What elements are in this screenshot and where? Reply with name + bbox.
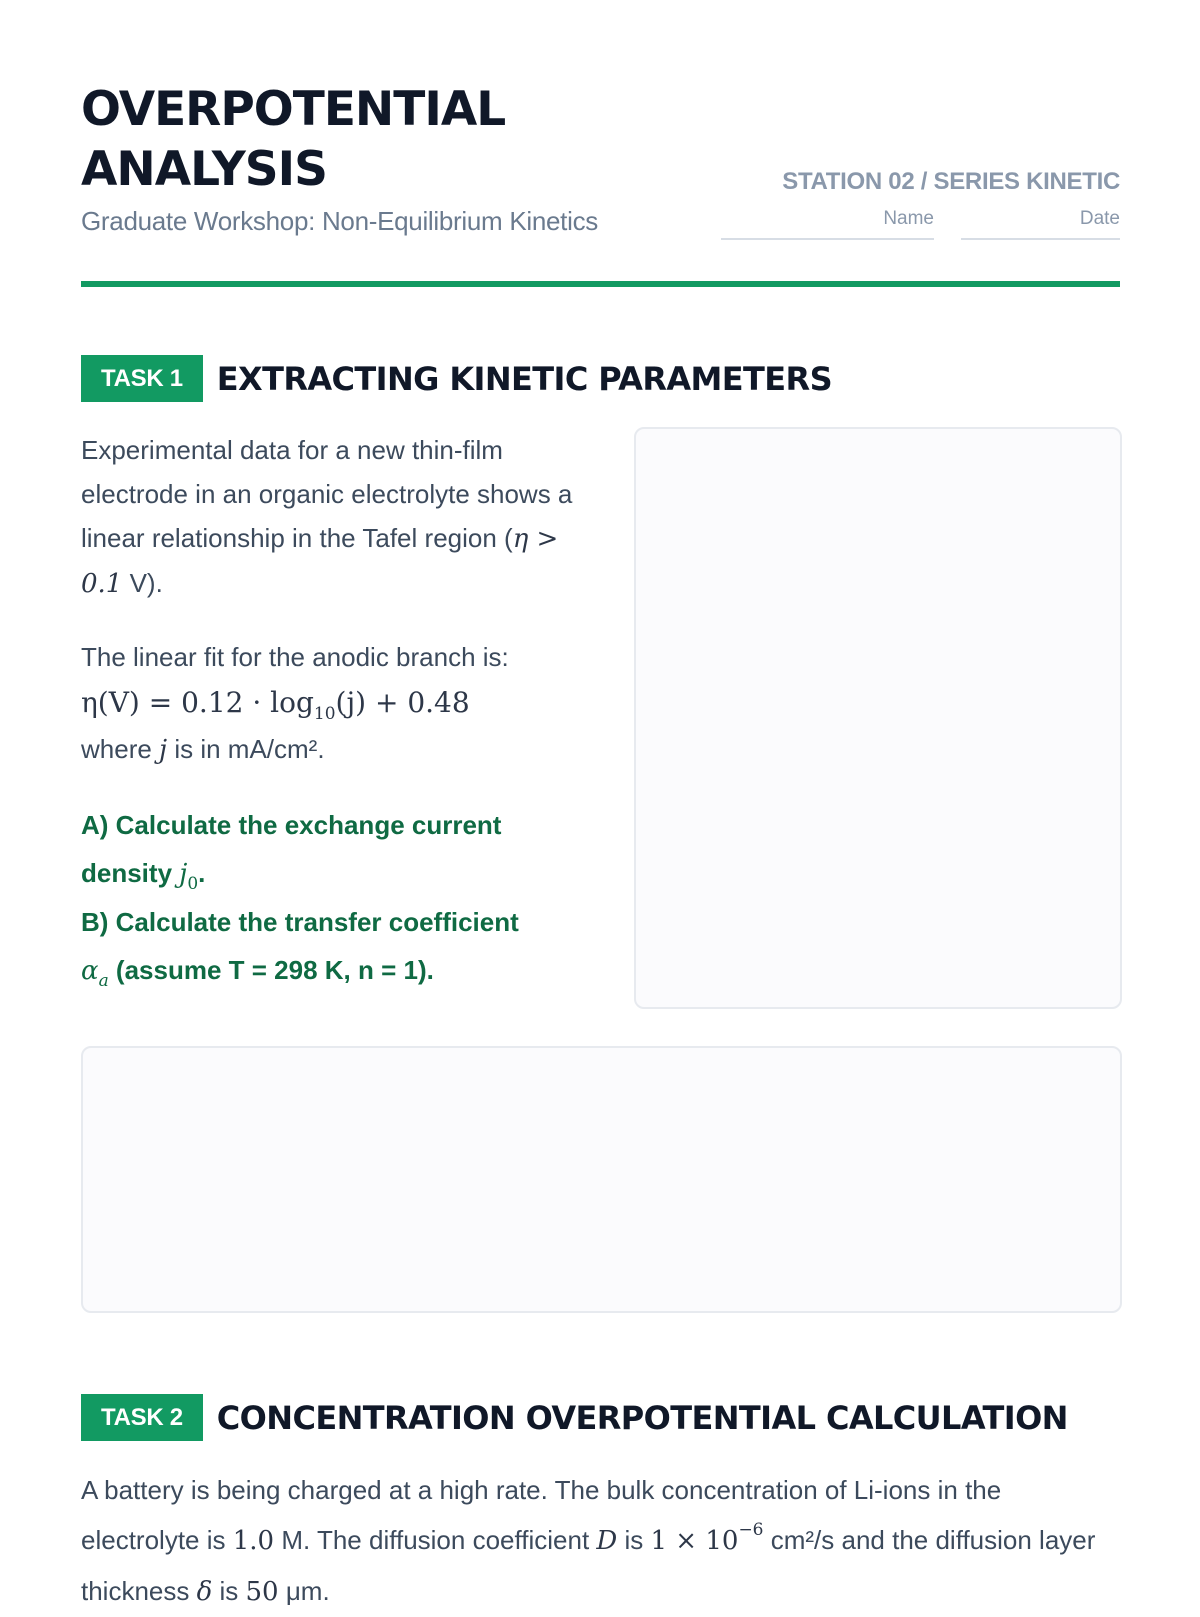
diffusion-coefficient: 1 × 10 <box>650 1526 739 1556</box>
task1-answer-box[interactable] <box>634 427 1122 1009</box>
diffusion-exponent: −6 <box>738 1520 764 1540</box>
task2-heading <box>81 1394 1068 1441</box>
question-b-text: B) Calculate the transfer coefficient <box>81 907 519 937</box>
task2-text-b: M. The diffusion coefficient <box>274 1525 597 1555</box>
tafel-condition-unit: V). <box>122 568 163 598</box>
header-divider <box>81 281 1120 287</box>
title-line-2: ANALYSIS <box>81 142 327 197</box>
question-b <box>81 898 581 995</box>
diffusion-symbol: D <box>596 1526 618 1556</box>
task2-title: CONCENTRATION OVERPOTENTIAL CALCULATION <box>216 1398 1068 1437</box>
task2-description <box>81 1465 1120 1617</box>
unit-note-pre: where <box>81 734 160 764</box>
thickness-value: 50 <box>245 1577 279 1607</box>
question-a-sub: 0 <box>187 874 199 894</box>
question-a <box>81 801 581 898</box>
tafel-equation <box>81 686 470 724</box>
question-a-var: j <box>179 859 188 889</box>
tafel-condition-expr: η > 0.1 <box>81 524 559 599</box>
date-field[interactable]: Date <box>961 208 1120 240</box>
worksheet-header <box>81 0 1120 290</box>
equation-lhs: η(V) = 0.12 · log <box>81 686 314 719</box>
question-b-var: α <box>81 956 99 986</box>
task1-title: EXTRACTING KINETIC PARAMETERS <box>216 359 833 398</box>
question-a-end: . <box>198 858 206 888</box>
question-a-text: A) Calculate the exchange current density <box>81 810 502 888</box>
task2-text-c: is <box>617 1525 651 1555</box>
question-b-end: (assume T = 298 K, n = 1). <box>108 955 434 985</box>
task2-text-d: cm²/s and the diffusion layer thickness <box>81 1525 1096 1606</box>
name-field[interactable]: Name <box>721 208 934 240</box>
task2-text-a: A battery is being charged at a high rate. The bulk concentration of Li-ions in the electrolyte is <box>81 1475 1002 1555</box>
task1-badge: TASK 1 <box>81 355 203 402</box>
task1-intro-text: Experimental data for a new thin-film electrode in an organic electrolyte shows a linear relationship in the Tafel <box>81 435 573 553</box>
diffusion-value <box>650 1520 764 1556</box>
equation-rhs: (j) + 0.48 <box>335 686 470 719</box>
task2-text-f: μm. <box>278 1576 330 1606</box>
task1-fit <box>81 635 581 772</box>
station-label: STATION 02 / SERIES KINETIC <box>782 168 1120 195</box>
title-line-1: OVERPOTENTIAL <box>81 82 506 137</box>
task2-text-e: is <box>212 1576 246 1606</box>
task2-badge: TASK 2 <box>81 1394 203 1441</box>
task1-description <box>81 428 581 995</box>
task1-work-box[interactable] <box>81 1046 1122 1313</box>
page-title <box>81 80 505 200</box>
unit-note-post: is in mA/cm². <box>167 734 325 764</box>
bulk-concentration: 1.0 <box>232 1526 275 1556</box>
page-subtitle: Graduate Workshop: Non-Equilibrium Kinetics <box>81 206 598 236</box>
question-b-sub: a <box>98 971 109 991</box>
equation-log-base: 10 <box>313 704 336 724</box>
task1-fit-intro: The linear fit for the anodic branch is: <box>81 642 509 672</box>
task1-heading <box>81 355 832 402</box>
task1-intro-region: region ( <box>424 523 513 553</box>
unit-note-var: j <box>159 735 168 765</box>
thickness-symbol: δ <box>196 1577 213 1607</box>
task1-intro <box>81 428 581 606</box>
